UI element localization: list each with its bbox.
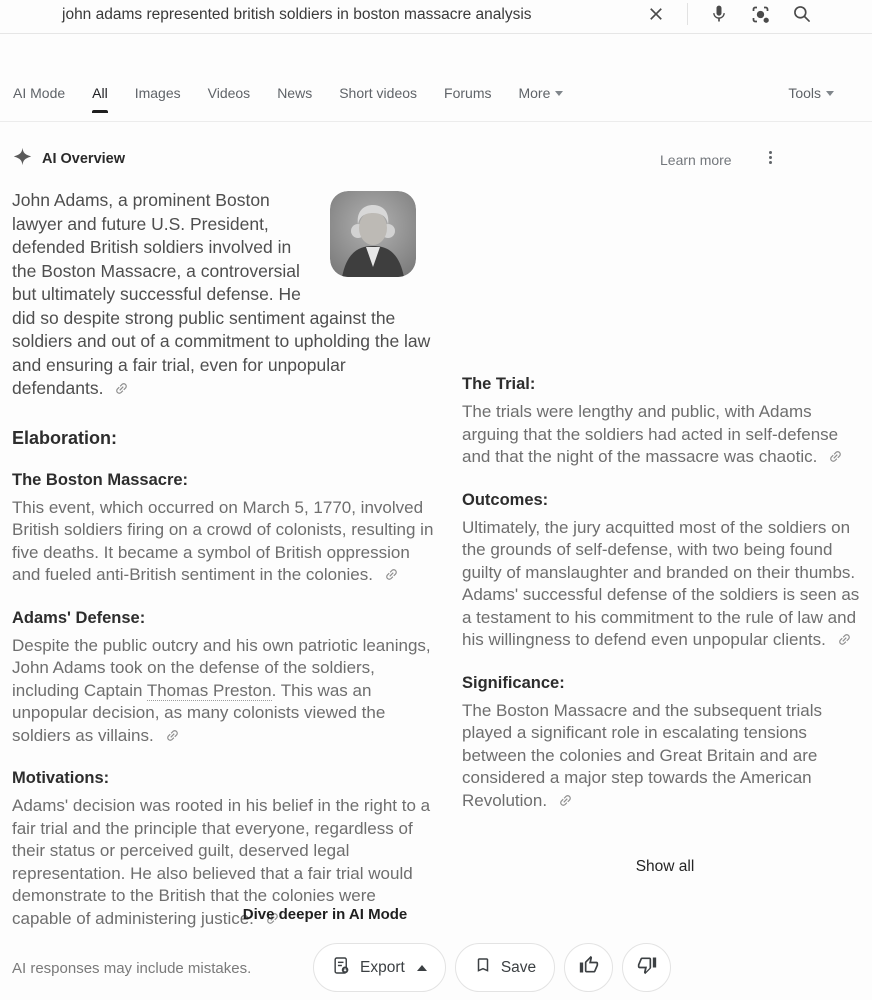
citation-link-icon[interactable] <box>834 629 855 650</box>
tab-videos[interactable]: Videos <box>207 85 251 101</box>
ai-disclaimer: AI responses may include mistakes. <box>12 960 252 977</box>
chevron-down-icon <box>826 91 834 96</box>
citation-link-icon[interactable] <box>162 724 183 745</box>
tab-ai-mode[interactable]: AI Mode <box>13 85 66 101</box>
section-heading-elaboration: Elaboration: <box>12 427 118 448</box>
section-body-the-trial: The trials were lengthy and public, with Adams arguing that the soldiers had acted in self-defense and that the night of the massacre was chaotic. <box>462 401 868 469</box>
intro-paragraph <box>12 189 436 401</box>
chevron-down-icon <box>555 91 563 96</box>
microphone-icon[interactable] <box>709 4 729 24</box>
thumbs-down-icon <box>637 955 657 980</box>
section-heading-the-trial: The Trial: <box>462 375 536 393</box>
tab-all[interactable]: All <box>92 85 108 113</box>
save-button-label: Save <box>500 958 537 976</box>
results-tab-bar <box>0 34 872 122</box>
chevron-up-icon <box>417 965 427 971</box>
citation-link-icon[interactable] <box>555 789 576 810</box>
show-all-button[interactable]: Show all <box>635 858 695 875</box>
section-body-outcomes: Ultimately, the jury acquitted most of the soldiers on the grounds of self-defense, with two being found guilty of manslaughter and branded on their thumbs. Adams' successful defense of the soldiers is seen as a testament to his commitment to the rule of law and his willingness to defend even unpopular clients. <box>462 517 860 649</box>
section-body-boston-massacre: This event, which occurred on March 5, 1770, involved British soldiers firing on a crowd of colonists, resulting in five deaths. It became a symbol of British oppression and fueled anti-British sentiment in the colonies. <box>12 497 434 584</box>
thumbs-down-button[interactable] <box>622 943 671 992</box>
citation-link-icon[interactable] <box>111 378 132 399</box>
ai-overview-content <box>0 170 872 930</box>
bookmark-icon <box>474 956 492 979</box>
ai-overview-header <box>13 148 872 170</box>
section-body-adams-defense: Despite the public outcry and his own patriotic leanings, John Adams took on the defense of the soldiers, including Captain Thomas Preston. This was an unpopular decision, as many colonists viewed the soldiers as villains. <box>12 635 431 745</box>
save-button[interactable] <box>455 943 555 992</box>
learn-more-link[interactable]: Learn more <box>660 152 732 168</box>
tab-forums[interactable]: Forums <box>444 85 492 101</box>
tab-more[interactable]: More <box>518 85 563 113</box>
thumbs-up-button[interactable] <box>564 943 613 992</box>
tools-button[interactable]: Tools <box>788 85 834 113</box>
section-heading-outcomes: Outcomes: <box>462 490 549 509</box>
google-lens-icon[interactable] <box>750 4 771 25</box>
tab-short-videos[interactable]: Short videos <box>339 85 418 101</box>
thumbs-up-icon <box>579 955 599 980</box>
citation-link-icon[interactable] <box>825 446 846 467</box>
kebab-menu-icon[interactable] <box>762 149 779 171</box>
section-heading-significance: Significance: <box>462 673 565 692</box>
section-body-significance: The Boston Massacre and the subsequent trials played a significant role in escalating tensions between the colonies and Great Britain and are considered a major step towards the American Revolution. <box>462 700 823 810</box>
section-body-motivations: Adams' decision was rooted in his belief in the right to a fair trial and the principle that everyone, regardless of their status or perceived guilt, deserved legal representation. He also believed that a fair trial would demonstrate to the British that the colonies were capable of administering justice. <box>12 796 431 928</box>
search-bar <box>0 0 872 34</box>
john-adams-portrait[interactable] <box>330 191 416 277</box>
ai-overview-footer <box>0 940 872 998</box>
section-heading-boston-massacre: The Boston Massacre: <box>12 470 189 489</box>
ai-overview-title: AI Overview <box>42 151 126 167</box>
tab-news[interactable]: News <box>277 85 313 101</box>
search-divider <box>687 3 688 25</box>
left-column <box>12 189 436 930</box>
search-icon[interactable] <box>792 4 812 24</box>
tab-images[interactable]: Images <box>134 85 181 101</box>
search-input[interactable]: john adams represented british soldiers in boston massacre analysis <box>62 6 532 23</box>
right-column <box>462 189 868 930</box>
export-button-label: Export <box>360 958 405 976</box>
sparkle-icon <box>13 147 32 171</box>
clear-search-icon[interactable] <box>646 4 666 24</box>
export-icon <box>332 956 351 980</box>
citation-link-icon[interactable] <box>381 564 402 585</box>
section-heading-motivations: Motivations: <box>12 769 110 787</box>
section-heading-adams-defense: Adams' Defense: <box>12 608 146 627</box>
thomas-preston-link[interactable]: Thomas Preston <box>146 680 272 700</box>
dive-deeper-button[interactable]: Dive deeper in AI Mode <box>242 906 408 923</box>
export-button[interactable] <box>313 943 446 992</box>
intro-text: John Adams, a prominent Boston lawyer and future U.S. President, defended British soldiers involved in the Boston Massacre, a controversial but ultimately successful defense. He did so despite strong public sentiment against the soldiers and out of a commitment to upholding the law and ensuring a fair trial, even for unpopular defendants. <box>12 190 431 398</box>
